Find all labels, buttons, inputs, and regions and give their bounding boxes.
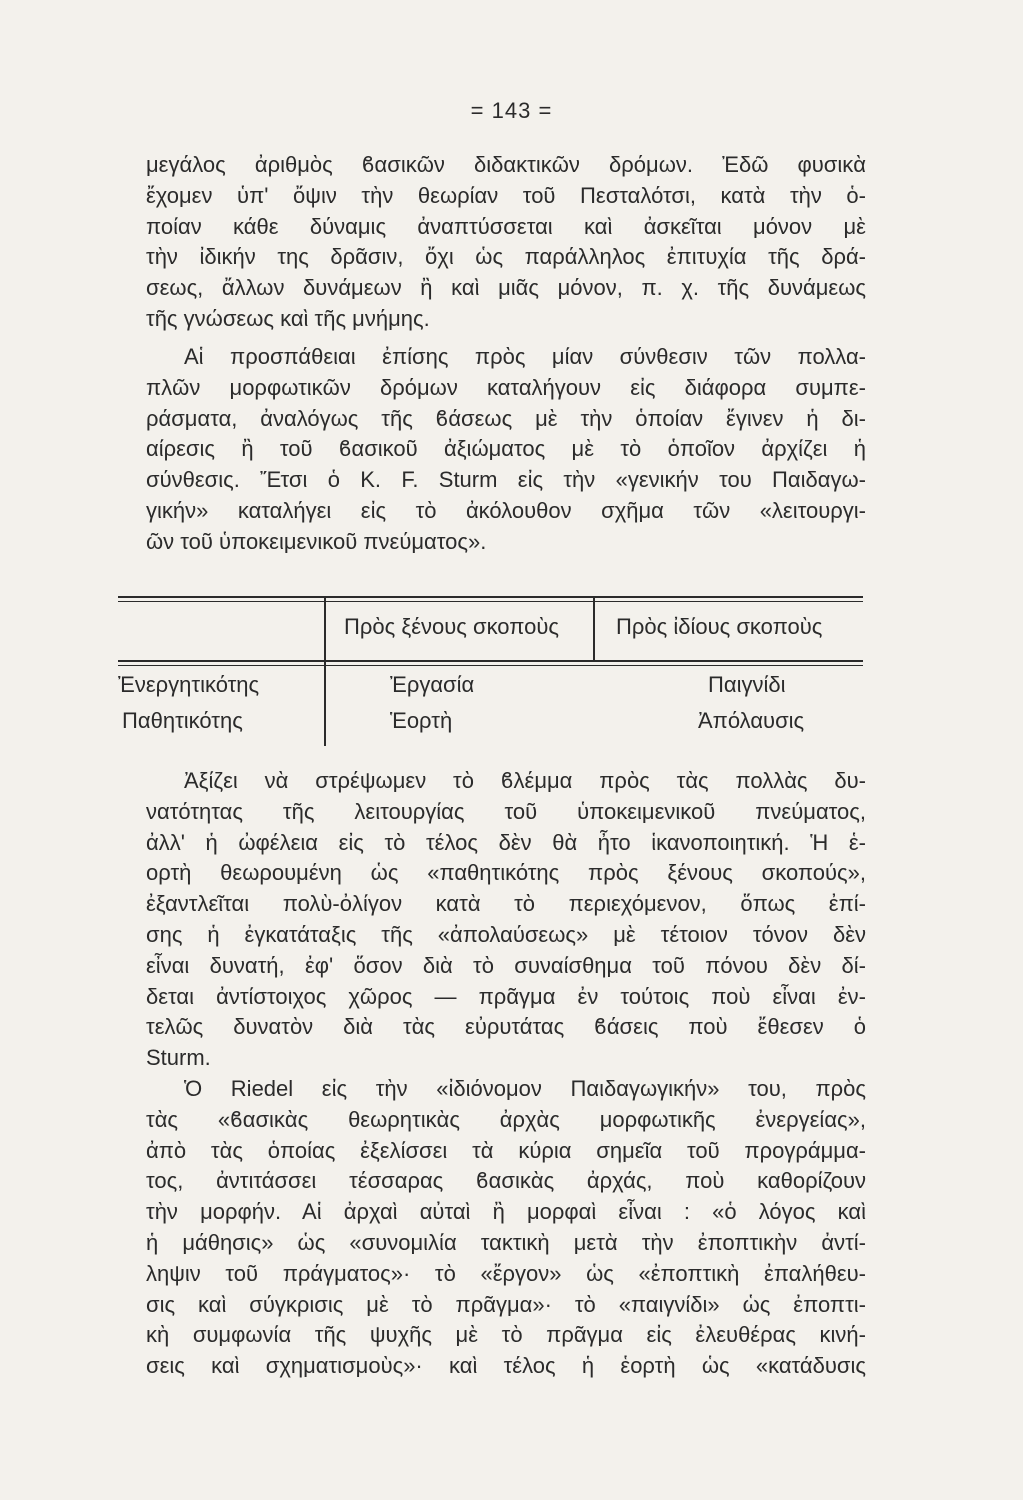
table-cell: Παιγνίδι <box>708 672 786 697</box>
text-line: νατότητας τῆς λειτουργίας τοῦ ὑποκειμενικοῦ πνεύματος, <box>146 798 866 824</box>
text-line: τὴν μορφήν. Αἱ ἀρχαὶ αὐταὶ ἢ μορφαὶ εἶναι : «ὁ λόγος καὶ <box>146 1199 866 1225</box>
table-header-cell: Πρὸς ἰδίους σκοποὺς <box>616 614 823 639</box>
functions-table <box>118 596 863 746</box>
text-line: γικήν» καταλήγει εἰς τὸ ἀκόλουθον σχῆμα τῶν «λειτουργι- <box>146 497 866 523</box>
text-line: σεως, ἄλλων δυνάμεων ἢ καὶ μιᾶς μόνον, π. χ. τῆς δυνάμεως <box>146 275 866 301</box>
text-line: τελῶς δυνατὸν διὰ τὰς εὐρυτάτας ϐάσεις ποὺ ἔθεσεν ὁ <box>146 1014 866 1040</box>
text-line: τος, ἀντιτάσσει τέσσαρας ϐασικὰς ἀρχάς, ποὺ καθορίζουν <box>146 1168 866 1194</box>
text-line: σύνθεσις. Ἔτσι ὁ Κ. F. Sturm εἰς τὴν «γενικήν του Παιδαγω- <box>146 467 866 493</box>
table-cell: Ἐργασία <box>390 672 475 697</box>
table-cell: Ἀπόλαυσις <box>698 708 805 733</box>
text-line: πλῶν μορφωτικῶν δρόμων καταλήγουν εἰς διάφορα συμπε- <box>146 374 866 400</box>
text-line: σις καὶ σύγκρισις μὲ τὸ πρᾶγμα»· τὸ «παιγνίδι» ὡς ἐποπτι- <box>146 1291 866 1317</box>
text-line: Αἱ προσπάθειαι ἐπίσης πρὸς μίαν σύνθεσιν τῶν πολλα- <box>184 344 866 369</box>
text-line: κὴ συμφωνία τῆς ψυχῆς μὲ τὸ πρᾶγμα εἰς ἐλευθέρας κινή- <box>146 1322 866 1348</box>
text-line: τῆς γνώσεως καὶ τῆς μνήμης. <box>146 305 430 331</box>
text-line: εἶναι δυνατή, ἐφ' ὅσον διὰ τὸ συναίσθημα τοῦ πόνου δὲν δί- <box>146 952 866 978</box>
paragraph-1 <box>146 150 866 335</box>
text-line: τὰς «ϐασικὰς θεωρητικὰς ἀρχὰς μορφωτικῆς ἐνεργείας», <box>146 1106 866 1132</box>
table-row-label: Ἐνεργητικότης <box>118 672 260 697</box>
table-rule <box>118 660 863 662</box>
text-line: ἐξαντλεῖται πολὺ-ὀλίγον κατὰ τὸ περιεχόμενον, ὅπως ἐπί- <box>146 891 866 917</box>
table-column-divider <box>324 596 326 746</box>
table-rule <box>118 601 863 602</box>
text-line: ορτὴ θεωρουμένη ὡς «παθητικότης πρὸς ξένους σκοπούς», <box>146 860 866 886</box>
text-line: Ἀξίζει νὰ στρέψωμεν τὸ ϐλέμμα πρὸς τὰς πολλὰς δυ- <box>184 768 866 793</box>
text-line: ἡ μάθησις» ὡς «συνομιλία τακτικὴ μετὰ τὴν ἐποπτικὴν ἀντί- <box>146 1229 866 1255</box>
table-rule <box>118 596 863 598</box>
text-line: σεις καὶ σχηματισμοὺς»· καὶ τέλος ἡ ἑορτὴ ὡς «κατάδυσις <box>146 1353 866 1379</box>
text-line: τὴν ἰδικήν της δρᾶσιν, ὄχι ὡς παράλληλος ἐπιτυχία τῆς δρά- <box>146 244 866 270</box>
text-line: αίρεσις ἢ τοῦ ϐασικοῦ ἀξιώματος μὲ τὸ ὁποῖον ἀρχίζει ἡ <box>146 436 866 462</box>
text-line: σης ἡ ἐγκατάταξις τῆς «ἀπολαύσεως» μὲ τέτοιον τόνον δὲν <box>146 921 866 947</box>
paragraph-2 <box>146 342 866 558</box>
text-line: ποίαν κάθε δύναμις ἀναπτύσσεται καὶ ἀσκεῖται μόνον μὲ <box>146 213 866 239</box>
page-number: = 143 = <box>470 98 553 123</box>
table-cell: Ἑορτὴ <box>390 708 453 733</box>
text-line: ἔχομεν ὑπ' ὄψιν τὴν θεωρίαν τοῦ Πεσταλότσι, κατὰ τὴν ὁ- <box>146 182 866 208</box>
text-line: μεγάλος ἀριθμὸς ϐασικῶν διδακτικῶν δρόμων. Ἐδῶ φυσικὰ <box>146 152 866 177</box>
table-row-label: Παθητικότης <box>122 708 243 733</box>
text-line: ράσματα, ἀναλόγως τῆς ϐάσεως μὲ τὴν ὁποίαν ἔγινεν ἡ δι- <box>146 405 866 431</box>
text-line: δεται ἀντίστοιχος χῶρος — πρᾶγμα ἐν τούτοις ποὺ εἶναι ἐν- <box>146 983 866 1009</box>
text-line: ῶν τοῦ ὑποκειμενικοῦ πνεύματος». <box>146 528 487 554</box>
text-line: ἀλλ' ἡ ὠφέλεια εἰς τὸ τέλος δὲν θὰ ἦτο ἱκανοποιητική. Ἡ ἑ- <box>146 829 866 855</box>
text-line: ἀπὸ τὰς ὁποίας ἐξελίσσει τὰ κύρια σημεῖα τοῦ προγράμμα- <box>146 1137 866 1163</box>
paragraph-4 <box>146 1074 866 1382</box>
text-line: Sturm. <box>146 1045 211 1071</box>
table-column-divider <box>593 596 595 662</box>
table-rule <box>118 665 863 666</box>
text-line: ληψιν τοῦ πράγματος»· τὸ «ἔργον» ὡς «ἐποπτικὴ ἐπαλήθευ- <box>146 1260 866 1286</box>
paragraph-3 <box>146 766 866 1074</box>
text-line: Ὁ Riedel εἰς τὴν «ἰδιόνομον Παιδαγωγικήν» του, πρὸς <box>184 1076 866 1101</box>
table-header-cell: Πρὸς ξένους σκοποὺς <box>344 614 559 639</box>
